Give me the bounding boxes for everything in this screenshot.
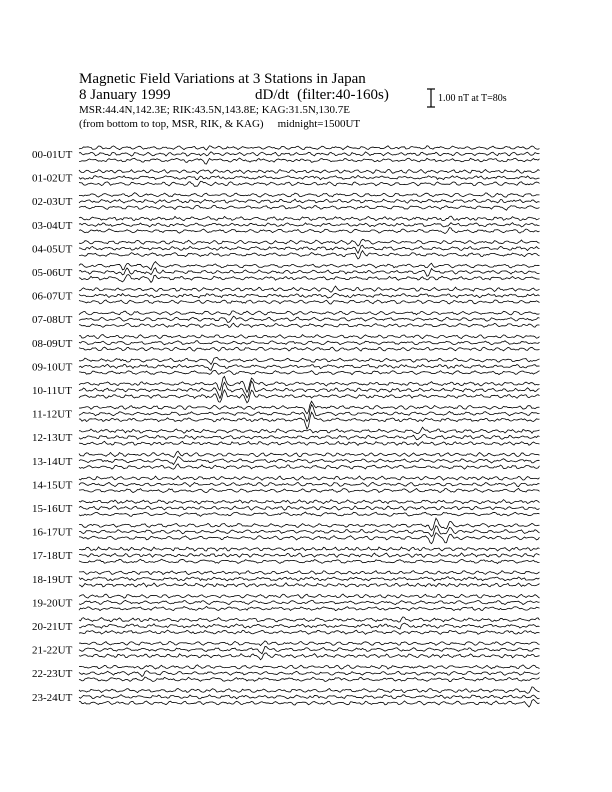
trace-rik-0 bbox=[79, 152, 540, 156]
date-label: 8 January 1999 bbox=[79, 87, 171, 103]
trace-rik-17 bbox=[79, 553, 540, 557]
component-label: dD/dt bbox=[255, 87, 290, 103]
order-note: (from bottom to top, MSR, RIK, & KAG) bbox=[79, 118, 264, 130]
row-label: 08-09UT bbox=[32, 337, 73, 350]
trace-msr-2 bbox=[79, 205, 540, 210]
trace-rik-19 bbox=[79, 600, 540, 604]
trace-rik-8 bbox=[79, 341, 540, 345]
trace-kag-22 bbox=[79, 665, 540, 669]
trace-kag-4 bbox=[79, 239, 540, 246]
trace-kag-16 bbox=[79, 518, 540, 530]
trace-rik-23 bbox=[79, 695, 540, 699]
row-label: 22-23UT bbox=[32, 668, 73, 681]
trace-kag-9 bbox=[79, 357, 540, 364]
row-label: 17-18UT bbox=[32, 550, 73, 563]
trace-msr-14 bbox=[79, 488, 540, 492]
row-label: 03-04UT bbox=[32, 219, 73, 232]
row-label: 05-06UT bbox=[32, 267, 73, 279]
trace-msr-13 bbox=[79, 464, 540, 469]
trace-kag-14 bbox=[79, 476, 540, 480]
trace-kag-8 bbox=[79, 335, 540, 339]
row-label: 02-03UT bbox=[32, 196, 73, 209]
row-label: 15-16UT bbox=[32, 503, 73, 515]
trace-rik-1 bbox=[79, 175, 540, 179]
trace-kag-13 bbox=[79, 451, 540, 457]
trace-kag-21 bbox=[79, 641, 540, 646]
row-label: 19-20UT bbox=[32, 597, 73, 610]
row-label: 04-05UT bbox=[32, 243, 73, 256]
trace-msr-21 bbox=[79, 653, 540, 660]
midnight-note: midnight=1500UT bbox=[277, 118, 361, 130]
trace-rik-3 bbox=[79, 223, 540, 227]
row-label: 00-01UT bbox=[32, 149, 73, 161]
trace-kag-3 bbox=[79, 216, 540, 221]
row-label: 20-21UT bbox=[32, 621, 73, 633]
row-label: 01-02UT bbox=[32, 172, 73, 185]
trace-rik-4 bbox=[79, 245, 540, 253]
trace-kag-1 bbox=[79, 170, 540, 174]
trace-msr-18 bbox=[79, 583, 540, 587]
filter-label: (filter:40-160s) bbox=[297, 87, 389, 103]
trace-msr-1 bbox=[79, 181, 540, 186]
trace-msr-3 bbox=[79, 228, 540, 234]
trace-rik-15 bbox=[79, 506, 540, 510]
trace-rik-5 bbox=[79, 268, 540, 276]
trace-kag-15 bbox=[79, 500, 540, 504]
trace-msr-12 bbox=[79, 441, 540, 445]
trace-kag-18 bbox=[79, 571, 540, 575]
trace-rik-20 bbox=[79, 623, 540, 629]
row-label: 07-08UT bbox=[32, 314, 73, 327]
trace-kag-23 bbox=[79, 687, 540, 693]
row-label: 18-19UT bbox=[32, 573, 73, 586]
trace-rik-7 bbox=[79, 316, 540, 322]
trace-msr-10 bbox=[79, 390, 540, 403]
trace-msr-19 bbox=[79, 606, 540, 610]
trace-kag-2 bbox=[79, 193, 540, 197]
row-label: 23-24UT bbox=[32, 691, 73, 704]
chart-title: Magnetic Field Variations at 3 Stations in Japan bbox=[79, 71, 366, 87]
trace-msr-17 bbox=[79, 559, 540, 563]
trace-msr-15 bbox=[79, 512, 540, 516]
trace-rik-18 bbox=[79, 577, 540, 581]
row-label: 13-14UT bbox=[32, 455, 73, 468]
trace-msr-5 bbox=[79, 275, 540, 283]
row-label: 06-07UT bbox=[32, 290, 73, 303]
row-label: 09-10UT bbox=[32, 361, 73, 374]
trace-rik-22 bbox=[79, 671, 540, 677]
row-label: 16-17UT bbox=[32, 526, 73, 539]
row-label: 21-22UT bbox=[32, 644, 73, 657]
trace-rik-16 bbox=[79, 526, 540, 537]
trace-kag-0 bbox=[79, 146, 540, 150]
trace-kag-5 bbox=[79, 262, 540, 270]
trace-msr-16 bbox=[79, 533, 540, 544]
trace-msr-20 bbox=[79, 630, 540, 634]
trace-rik-12 bbox=[79, 434, 540, 439]
trace-msr-8 bbox=[79, 347, 540, 351]
trace-msr-6 bbox=[79, 300, 540, 304]
trace-kag-20 bbox=[79, 617, 540, 622]
trace-msr-22 bbox=[79, 677, 540, 682]
trace-rik-6 bbox=[79, 293, 540, 298]
trace-msr-23 bbox=[79, 699, 540, 706]
station-coordinates: MSR:44.4N,142.3E; RIK:43.5N,143.8E; KAG:31.5N,130.7E bbox=[79, 104, 351, 116]
trace-msr-4 bbox=[79, 251, 540, 259]
trace-rik-21 bbox=[79, 647, 540, 654]
trace-rik-14 bbox=[79, 482, 540, 486]
trace-rik-13 bbox=[79, 457, 540, 465]
trace-msr-0 bbox=[79, 158, 540, 164]
trace-rik-2 bbox=[79, 199, 540, 203]
trace-kag-6 bbox=[79, 286, 540, 292]
trace-rik-9 bbox=[79, 363, 540, 370]
trace-kag-7 bbox=[79, 311, 540, 315]
row-label: 14-15UT bbox=[32, 479, 73, 492]
scale-bar-label: 1.00 nT at T=80s bbox=[438, 93, 507, 104]
trace-kag-17 bbox=[79, 547, 540, 551]
trace-msr-9 bbox=[79, 371, 540, 375]
row-label: 10-11UT bbox=[32, 385, 72, 397]
trace-msr-7 bbox=[79, 323, 540, 327]
trace-kag-12 bbox=[79, 427, 540, 433]
row-label: 11-12UT bbox=[32, 408, 72, 421]
trace-kag-19 bbox=[79, 594, 540, 598]
row-label: 12-13UT bbox=[32, 432, 73, 445]
